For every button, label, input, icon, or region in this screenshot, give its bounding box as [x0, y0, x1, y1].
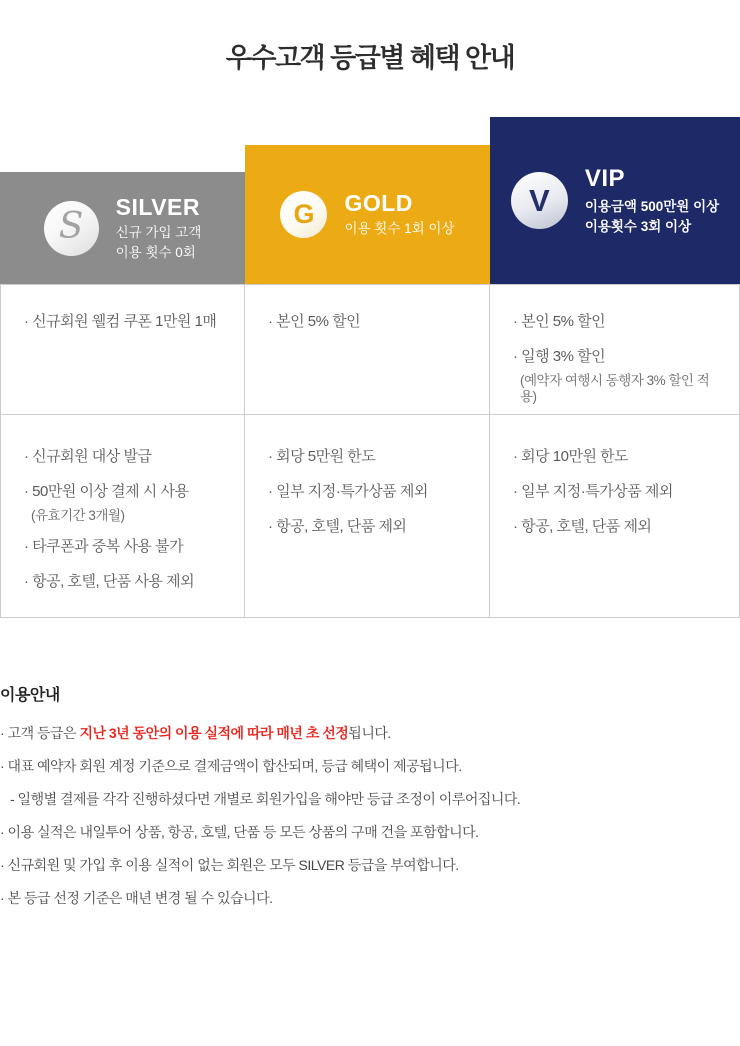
membership-benefits-page [0, 36, 740, 1046]
tier-header-silver [0, 172, 245, 284]
tier-name-gold: GOLD [344, 190, 413, 216]
benefit-line: · 일부 지정·특가상품 제외 [513, 482, 673, 500]
tier-name-silver: SILVER [115, 193, 200, 220]
notice-highlight-text: 지난 3년 동안의 이용 실적에 따라 매년 초 선정 [79, 725, 349, 741]
tier-desc-silver-line1: 신규 가입 고객 [115, 225, 202, 241]
vip-badge-letter: V [528, 183, 550, 218]
benefit-note: (유효기간 3개월) [31, 507, 125, 523]
benefit-line: · 50만원 이상 결제 시 사용 [24, 482, 189, 500]
benefit-line: · 신규회원 대상 발급 [24, 448, 152, 465]
cell-vip-row1 [490, 284, 740, 415]
cell-vip-row2 [490, 415, 740, 618]
vip-header-text [585, 165, 719, 237]
benefit-line: · 본인 5% 할인 [513, 313, 606, 330]
tier-header-gold [245, 145, 490, 284]
benefit-note: (예약자 여행시 동행자 3% 할인 적용) [520, 372, 710, 405]
tier-desc-vip-line2: 이용횟수 3회 이상 [584, 218, 692, 234]
benefit-line: · 본인 5% 할인 [268, 313, 361, 330]
silver-header-text [116, 194, 202, 263]
benefit-line: · 항공, 호텔, 단품 제외 [513, 517, 652, 535]
notice-item-criteria-change: · 본 등급 선정 기준은 매년 변경 될 수 있습니다. [0, 890, 273, 906]
usage-notice-section [0, 682, 740, 905]
silver-badge-icon [44, 201, 99, 256]
cell-silver-row2 [0, 415, 245, 618]
tier-header-row [0, 117, 740, 284]
tier-desc-vip-line1: 이용금액 500만원 이상 [584, 199, 720, 215]
silver-badge-letter: S [58, 205, 84, 247]
benefit-row-conditions [0, 415, 740, 618]
benefit-table [0, 284, 740, 618]
notice-text: 됩니다. [348, 725, 391, 741]
benefit-line: · 항공, 호텔, 단품 사용 제외 [24, 573, 195, 591]
benefit-line: · 신규회원 웰컴 쿠폰 1만원 1매 [24, 313, 217, 330]
notice-item-individual-signup: - 일행별 결제를 각각 진행하셨다면 개별로 회원가입을 해야만 등급 조정이 이루어집니다. [10, 791, 521, 807]
page-title: 우수고객 등급별 혜택 안내 [225, 43, 515, 73]
notice-heading: 이용안내 [0, 687, 60, 704]
benefit-line: · 회당 10만원 한도 [513, 448, 629, 465]
gold-badge-icon [280, 191, 327, 238]
tier-name-vip: VIP [584, 164, 625, 192]
benefit-line: · 항공, 호텔, 단품 제외 [268, 517, 407, 535]
notice-item-purchase-scope: · 이용 실적은 내일투어 상품, 항공, 호텔, 단품 등 모든 상품의 구매 건을 포함합니다. [0, 824, 479, 840]
cell-silver-row1 [0, 284, 245, 415]
notice-item-grade-selection [0, 726, 730, 740]
benefit-line: · 타쿠폰과 중복 사용 불가 [24, 538, 184, 556]
benefit-line: · 회당 5만원 한도 [268, 448, 376, 465]
benefit-line: · 일행 3% 할인 [513, 347, 606, 365]
tier-header-vip [490, 117, 740, 284]
cell-gold-row1 [245, 284, 490, 415]
benefit-line: · 일부 지정·특가상품 제외 [268, 482, 428, 500]
cell-gold-row2 [245, 415, 490, 618]
benefit-row-discount [0, 284, 740, 415]
notice-text: · 고객 등급은 [0, 725, 80, 741]
tier-desc-gold-line1: 이용 횟수 1회 이상 [344, 221, 455, 237]
notice-item-representative-account: · 대표 예약자 회원 계정 기준으로 결제금액이 합산되며, 등급 혜택이 제공됩니다. [0, 758, 462, 774]
gold-header-text [344, 190, 454, 239]
vip-badge-icon [511, 172, 568, 229]
notice-item-new-member-silver: · 신규회원 및 가입 후 이용 실적이 없는 회원은 모두 SILVER 등급을 부여합니다. [0, 857, 459, 873]
gold-badge-letter: G [293, 199, 315, 229]
tier-desc-silver-line2: 이용 횟수 0회 [115, 244, 196, 260]
